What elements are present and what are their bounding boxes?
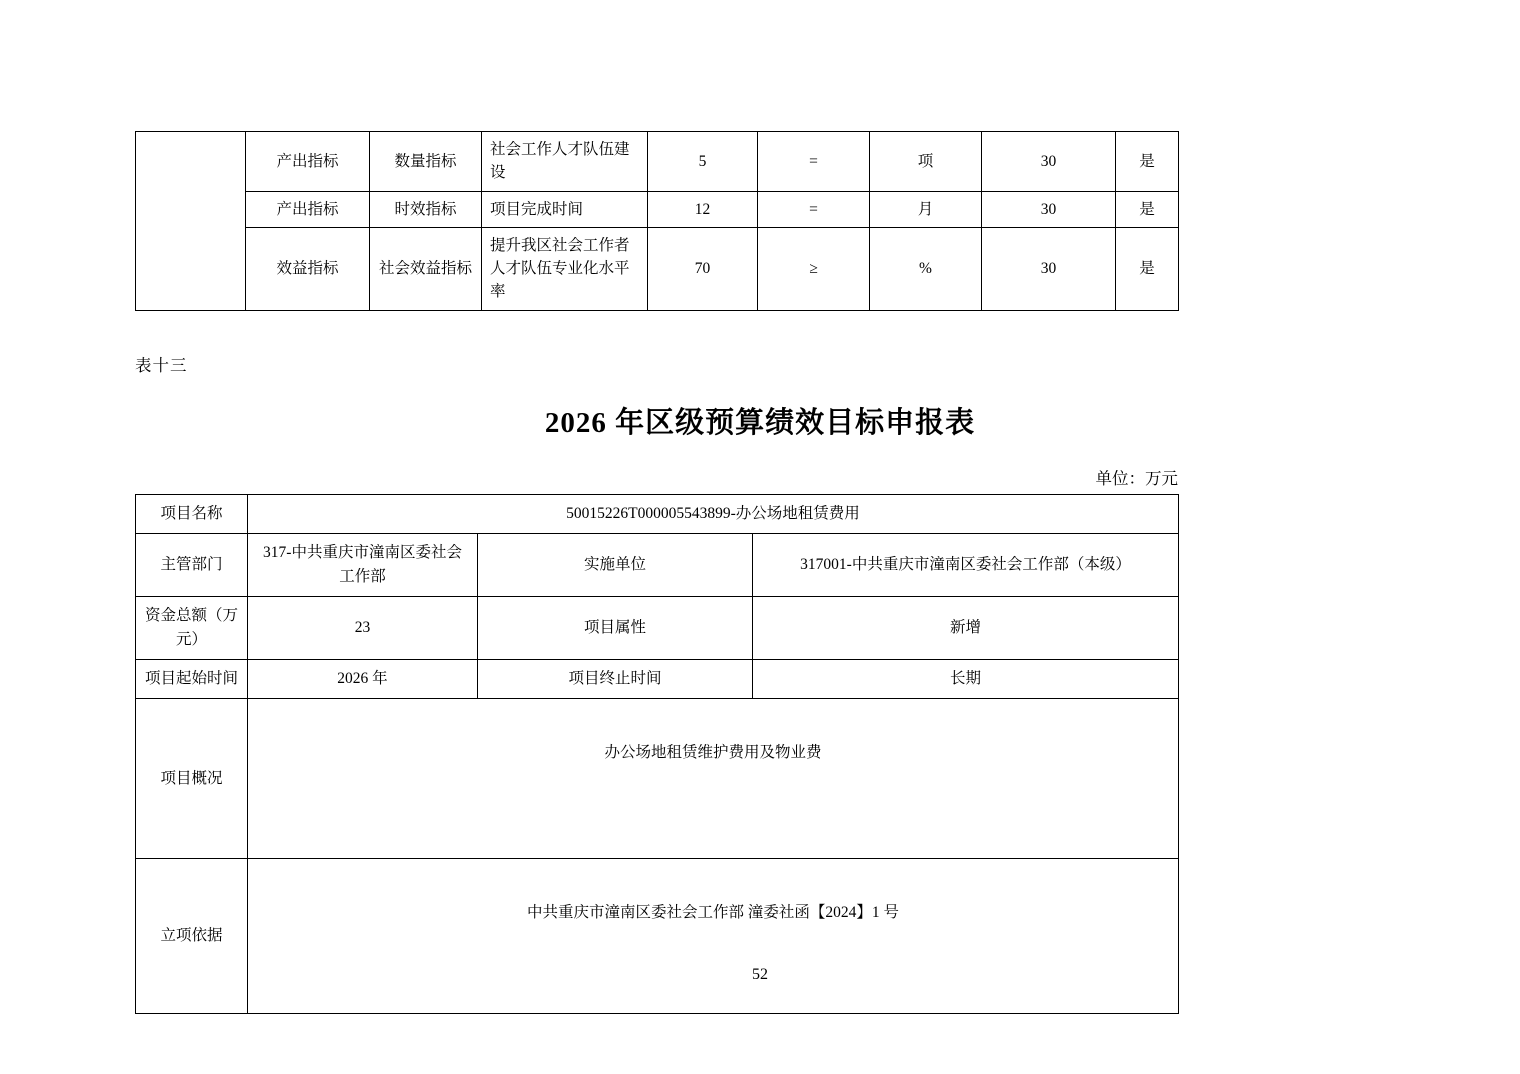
start-time-label: 项目起始时间 (136, 660, 248, 699)
start-time-value: 2026 年 (248, 660, 478, 699)
indicator-score: 30 (982, 132, 1116, 192)
project-name-label: 项目名称 (136, 495, 248, 534)
indicator-name: 社会工作人才队伍建设 (482, 132, 648, 192)
table-row-period (136, 660, 1179, 699)
table-row-department (136, 534, 1179, 597)
implementing-unit-label: 实施单位 (478, 534, 753, 597)
end-time-value: 长期 (753, 660, 1179, 699)
indicator-name: 项目完成时间 (482, 191, 648, 227)
page-title: 2026 年区级预算绩效目标申报表 (544, 407, 976, 439)
indicator-value: 12 (648, 191, 758, 227)
indicator-unit: 项 (870, 132, 982, 192)
indicator-type: 效益指标 (246, 227, 370, 310)
indicator-type: 产出指标 (246, 132, 370, 192)
indicator-unit: 月 (870, 191, 982, 227)
indicator-type: 产出指标 (246, 191, 370, 227)
indicator-table (135, 131, 1179, 311)
table-row-basis (136, 859, 1179, 1014)
amount-value: 23 (248, 597, 478, 660)
indicator-nature: 数量指标 (370, 132, 482, 192)
basis-label: 立项依据 (136, 859, 248, 1014)
indicator-core: 是 (1116, 132, 1179, 192)
indicator-score: 30 (982, 227, 1116, 310)
table-row (136, 132, 1179, 192)
indicator-operator: ≥ (758, 227, 870, 310)
indicator-blank-cell (136, 132, 246, 311)
indicator-value: 70 (648, 227, 758, 310)
department-value: 317-中共重庆市潼南区委社会工作部 (248, 534, 478, 597)
indicator-core: 是 (1116, 227, 1179, 310)
indicator-unit: % (870, 227, 982, 310)
basis-value: 中共重庆市潼南区委社会工作部 潼委社函【2024】1 号 (248, 859, 1179, 1014)
indicator-nature: 时效指标 (370, 191, 482, 227)
indicator-value: 5 (648, 132, 758, 192)
table-caption: 表十三 (135, 356, 188, 375)
form-table (135, 494, 1179, 1014)
indicator-core: 是 (1116, 191, 1179, 227)
unit-note: 单位：万元 (1095, 469, 1178, 488)
indicator-score: 30 (982, 191, 1116, 227)
project-name-value: 50015226T000005543899-办公场地租赁费用 (248, 495, 1179, 534)
attribute-value: 新增 (753, 597, 1179, 660)
table-row (136, 227, 1179, 310)
indicator-name: 提升我区社会工作者人才队伍专业化水平率 (482, 227, 648, 310)
amount-label: 资金总额（万元） (136, 597, 248, 660)
implementing-unit-value: 317001-中共重庆市潼南区委社会工作部（本级） (753, 534, 1179, 597)
overview-label: 项目概况 (136, 699, 248, 859)
end-time-label: 项目终止时间 (478, 660, 753, 699)
table-row-overview (136, 699, 1179, 859)
budget-performance-form (135, 494, 1178, 1014)
table-row-project-name (136, 495, 1179, 534)
performance-indicator-table-continuation (135, 131, 1178, 311)
table-row-amount (136, 597, 1179, 660)
indicator-operator: = (758, 191, 870, 227)
table-row (136, 191, 1179, 227)
indicator-nature: 社会效益指标 (370, 227, 482, 310)
page-number: 52 (752, 966, 768, 983)
indicator-operator: = (758, 132, 870, 192)
attribute-label: 项目属性 (478, 597, 753, 660)
overview-value: 办公场地租赁维护费用及物业费 (248, 699, 1179, 859)
department-label: 主管部门 (136, 534, 248, 597)
